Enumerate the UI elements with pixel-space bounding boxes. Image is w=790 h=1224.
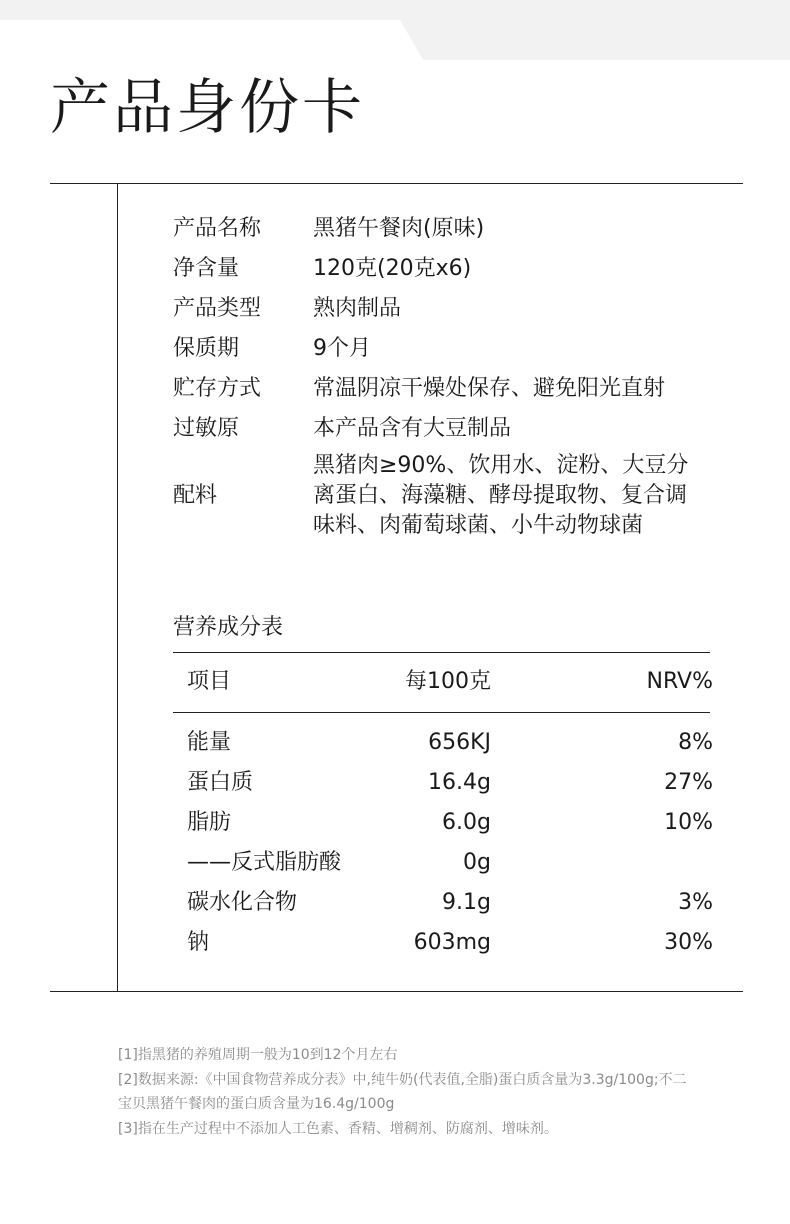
info-label: 贮存方式: [173, 376, 262, 401]
nutrient-per-100g: 0g: [463, 850, 491, 875]
nutrient-name: 蛋白质: [187, 770, 254, 795]
nutrient-per-100g: 9.1g: [442, 890, 491, 915]
divider-top: [50, 183, 743, 184]
info-label: 保质期: [173, 336, 240, 361]
ingredients-line: 黑猪肉≥90%、饮用水、淀粉、大豆分: [313, 453, 689, 478]
info-row-ingredients: [173, 449, 713, 543]
info-value: 黑猪午餐肉(原味): [313, 216, 485, 241]
info-label: 产品名称: [173, 216, 262, 241]
product-info-table: [173, 209, 713, 543]
nutrient-nrv: 8%: [678, 730, 713, 755]
nutrient-name: 脂肪: [187, 810, 232, 835]
info-row-storage: [173, 369, 713, 409]
nutrition-rule-header: [173, 712, 710, 713]
info-value: 常温阴凉干燥处保存、避免阳光直射: [313, 376, 666, 401]
header-per-100g: 每100克: [405, 669, 491, 694]
info-label: 净含量: [173, 256, 240, 281]
ingredients-line: 离蛋白、海藻糖、酵母提取物、复合调: [313, 483, 688, 508]
info-row-type: [173, 289, 713, 329]
info-label: 产品类型: [173, 296, 262, 321]
nutrition-row: [187, 803, 713, 843]
nutrient-name: 碳水化合物: [187, 890, 298, 915]
nutrition-row: [187, 923, 713, 963]
nutrient-per-100g: 656KJ: [428, 730, 491, 755]
nutrition-row: [187, 883, 713, 923]
info-value: 120克(20克x6): [313, 256, 472, 281]
info-value: [313, 449, 713, 543]
nutrient-name: ——反式脂肪酸: [187, 850, 342, 875]
page-title: 产品身份卡: [50, 73, 365, 143]
nutrition-header-row: [187, 664, 713, 700]
info-value: 9个月: [313, 336, 371, 361]
info-value: 熟肉制品: [313, 296, 402, 321]
nutrition-row: [187, 843, 713, 883]
footnote: 宝贝黑猪午餐肉的蛋白质含量为16.4g/100g: [118, 1096, 395, 1112]
info-row-allergen: [173, 409, 713, 449]
info-label: 配料: [173, 483, 218, 508]
header-item: 项目: [187, 669, 232, 694]
info-row-net-weight: [173, 249, 713, 289]
nutrition-rule-top: [173, 652, 710, 653]
footnote: [2]数据来源:《中国食物营养成分表》中,纯牛奶(代表值,全脂)蛋白质含量为3.3g/100g;不二: [118, 1071, 687, 1088]
nutrient-name: 钠: [187, 930, 210, 955]
nutrient-nrv: 3%: [678, 890, 713, 915]
nutrition-title: 营养成分表: [173, 615, 284, 640]
divider-bottom: [50, 991, 743, 992]
info-label: 过敏原: [173, 416, 240, 441]
nutrient-nrv: 10%: [664, 810, 713, 835]
nutrient-name: 能量: [187, 730, 232, 755]
nutrient-nrv: 27%: [664, 770, 713, 795]
footnote: [1]指黑猪的养殖周期一般为10到12个月左右: [118, 1047, 398, 1063]
nutrition-rows: [187, 723, 713, 963]
info-row-name: [173, 209, 713, 249]
ingredients-line: 味料、肉葡萄球菌、小牛动物球菌: [313, 513, 644, 538]
nutrient-per-100g: 603mg: [413, 930, 491, 955]
nutrient-per-100g: 6.0g: [442, 810, 491, 835]
info-value: 本产品含有大豆制品: [313, 416, 512, 441]
nutrient-per-100g: 16.4g: [428, 770, 491, 795]
nutrition-row: [187, 763, 713, 803]
header-nrv: NRV%: [646, 669, 713, 694]
info-row-shelf-life: [173, 329, 713, 369]
nutrition-row: [187, 723, 713, 763]
footnotes: [118, 1043, 748, 1141]
footnote: [3]指在生产过程中不添加人工色素、香精、增稠剂、防腐剂、增味剂。: [118, 1120, 558, 1137]
divider-vertical: [117, 183, 118, 992]
nutrient-nrv: 30%: [664, 930, 713, 955]
